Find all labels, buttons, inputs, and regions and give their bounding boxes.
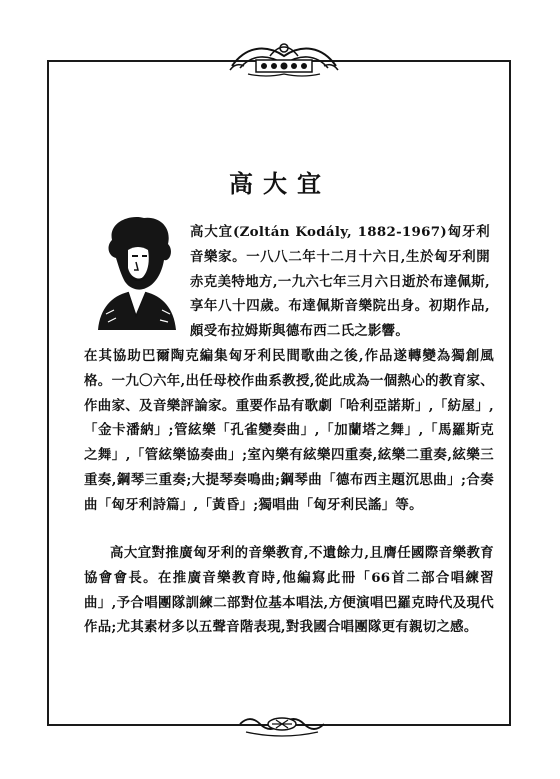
kodaly-portrait bbox=[84, 210, 184, 330]
floral-ornament-top bbox=[226, 36, 342, 80]
paragraph-2: 高大宜對推廣匈牙利的音樂教育,不遺餘力,且膺任國際音樂教育協會會長。在推廣音樂教育時,他編寫此冊「66首二部合唱練習曲」,予合唱團隊訓練二部對位基本唱法,方便演唱巴羅克時代及現代作品;尤其素材多以五聲音階表現,對我國合唱團隊更有親切之感。 bbox=[84, 545, 494, 636]
paragraph-1-wrapped: 高大宜(Zoltán Kodály, 1882-1967)匈牙利音樂家。一八八二年十二月十六日,生於匈牙利開赤克美特地方,一九六七年三月六日逝於布達佩斯,享年八十四歲。布達佩斯音樂院出身。初期作品,頗受布拉姆斯與德布西二氏之影響。 bbox=[190, 224, 490, 340]
paragraph-1-continued: 在其協助巴爾陶克編集匈牙利民間歌曲之後,作品遂轉變為獨創風格。一九〇六年,出任母校作曲系教授,從此成為一個熱心的教育家、作曲家、及音樂評論家。重要作品有歌劇「哈利亞諾斯」,「紡屋」,「金卡潘納」;管絃樂「孔雀變奏曲」,「加蘭塔之舞」,「馬羅斯克之舞」,「管絃樂協奏曲」;室內樂有絃樂四重奏,絃樂二重奏,絃樂三重奏,鋼琴三重奏;大提琴奏鳴曲;鋼琴曲「德布西主題沉思曲」;合奏曲「匈牙利詩篇」,「黃昏」;獨唱曲「匈牙利民謠」等。 bbox=[84, 348, 494, 513]
floral-ornament-bottom bbox=[236, 712, 328, 738]
document-title: 高大宜 bbox=[229, 169, 331, 198]
